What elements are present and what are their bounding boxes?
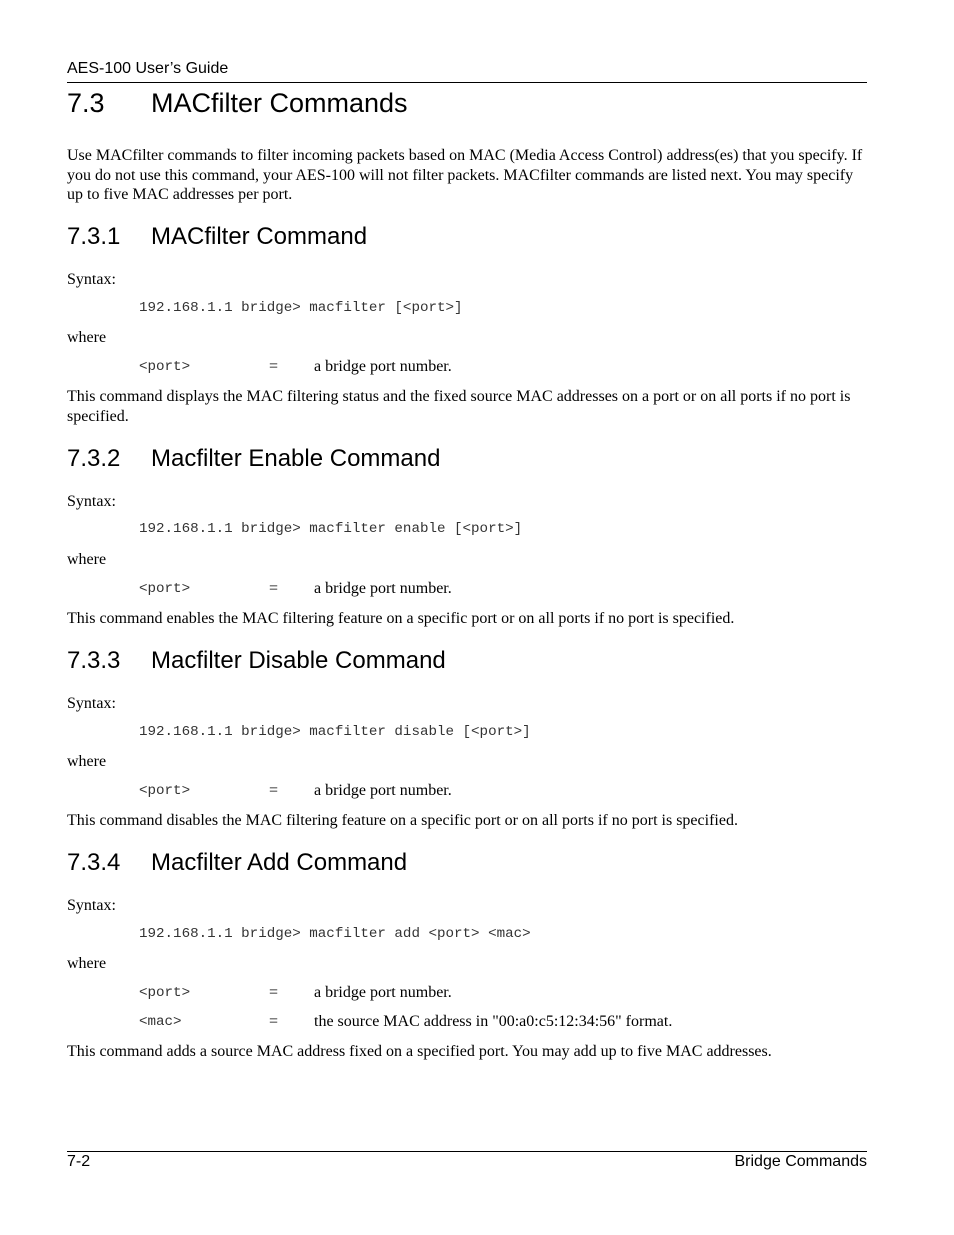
param-name: <port>	[139, 359, 191, 375]
command-syntax: 192.168.1.1 bridge> macfilter enable [<port>]	[139, 521, 523, 537]
command-description: This command disables the MAC filtering feature on a specific port or on all ports if no port is specified.	[67, 812, 738, 829]
chapter-title: Bridge Commands	[734, 1153, 867, 1170]
subsection-number: 7.3.3	[67, 647, 121, 674]
footer-rule	[67, 1151, 867, 1152]
subsection-heading	[67, 445, 440, 473]
subsection-heading	[67, 647, 446, 675]
param-description: a bridge port number.	[314, 580, 452, 597]
section-title: MACfilter Commands	[151, 88, 408, 118]
command-description: This command enables the MAC filtering feature on a specific port or on all ports if no port is specified.	[67, 610, 735, 627]
section-number: 7.3	[67, 88, 105, 118]
equals-sign: =	[269, 580, 279, 597]
syntax-label: Syntax:	[67, 493, 116, 510]
param-name: <port>	[139, 581, 191, 597]
running-header: AES-100 User’s Guide	[67, 60, 229, 77]
equals-sign: =	[269, 984, 279, 1001]
where-label: where	[67, 329, 107, 346]
header-rule	[67, 82, 867, 83]
where-label: where	[67, 551, 107, 568]
section-intro: Use MACfilter commands to filter incoming packets based on MAC (Media Access Control) address(es) that you specify. If you do not use this command, your AES-100 will not filter packets. MACfilter commands are listed next. You may specify up to five MAC addresses per port.	[67, 147, 863, 203]
subsection-number: 7.3.2	[67, 445, 121, 472]
equals-sign: =	[269, 1013, 279, 1030]
syntax-label: Syntax:	[67, 695, 116, 712]
subsection-number: 7.3.4	[67, 849, 121, 876]
equals-sign: =	[269, 358, 279, 375]
param-description: a bridge port number.	[314, 358, 452, 375]
subsection-title: MACfilter Command	[151, 223, 368, 250]
subsection-number: 7.3.1	[67, 223, 121, 250]
param-description: a bridge port number.	[314, 984, 452, 1001]
subsection-heading	[67, 849, 407, 877]
param-name: <mac>	[139, 1014, 182, 1030]
param-description: the source MAC address in "00:a0:c5:12:34:56" format.	[314, 1013, 673, 1030]
command-syntax: 192.168.1.1 bridge> macfilter [<port>]	[139, 300, 463, 316]
syntax-label: Syntax:	[67, 897, 116, 914]
where-label: where	[67, 753, 107, 770]
page-number: 7-2	[67, 1153, 91, 1170]
subsection-title: Macfilter Add Command	[151, 849, 408, 876]
command-description: This command adds a source MAC address fixed on a specified port. You may add up to five MAC addresses.	[67, 1043, 772, 1060]
param-name: <port>	[139, 783, 191, 799]
section-heading	[67, 88, 408, 119]
equals-sign: =	[269, 782, 279, 799]
command-syntax: 192.168.1.1 bridge> macfilter disable [<port>]	[139, 724, 531, 740]
subsection-heading	[67, 223, 367, 251]
subsection-title: Macfilter Enable Command	[151, 445, 441, 472]
param-description: a bridge port number.	[314, 782, 452, 799]
param-name: <port>	[139, 985, 191, 1001]
syntax-label: Syntax:	[67, 271, 116, 288]
command-description: This command displays the MAC filtering status and the fixed source MAC addresses on a port or on all ports if no port is specified.	[67, 388, 851, 425]
command-syntax: 192.168.1.1 bridge> macfilter add <port> <mac>	[139, 926, 531, 942]
subsection-title: Macfilter Disable Command	[151, 647, 446, 674]
where-label: where	[67, 955, 107, 972]
